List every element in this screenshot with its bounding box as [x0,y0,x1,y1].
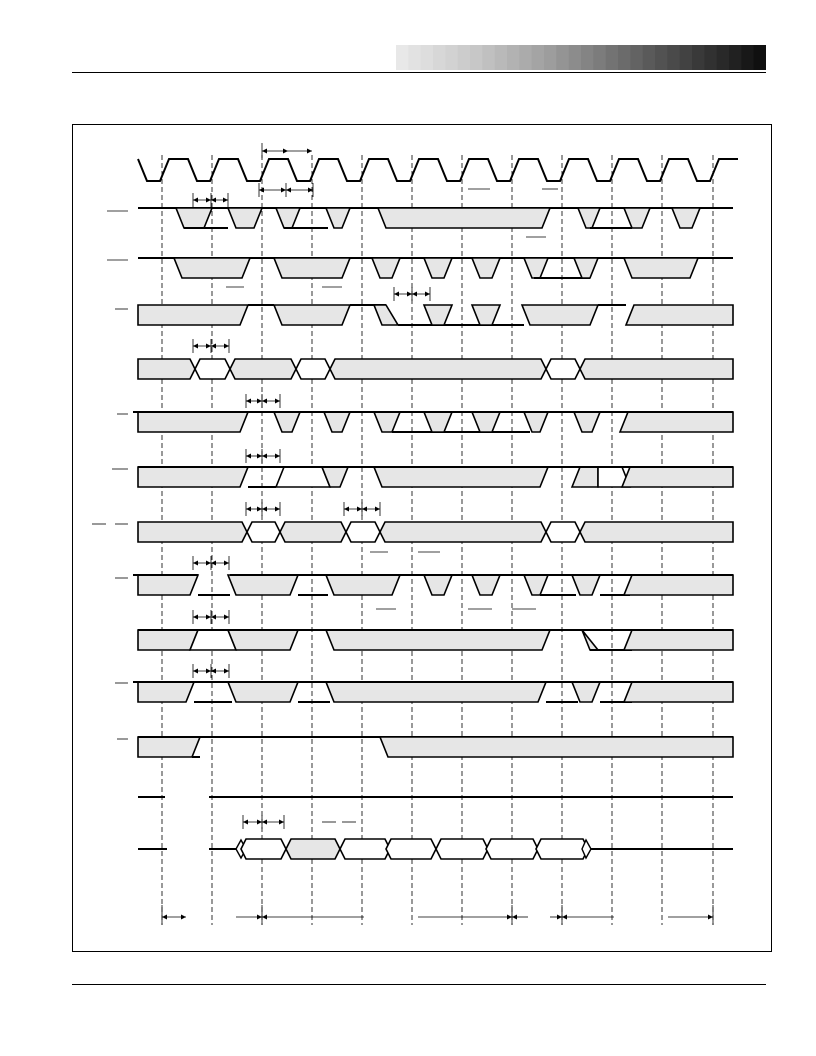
arrowhead [206,198,211,203]
shaded-transition [326,208,350,228]
shaded-state [138,467,248,487]
arrowhead [262,507,267,512]
arrowhead [223,198,228,203]
shaded-transition [374,412,400,432]
bus-segment [195,359,230,379]
bus-segment [546,522,580,542]
shaded-transition [524,575,548,595]
shaded-transition [228,575,298,595]
shaded-state [626,305,733,325]
arrowhead [206,615,211,620]
arrowhead [262,915,267,920]
bus-segment [386,839,436,859]
arrowhead [259,188,264,193]
shaded-transition [572,682,600,702]
shaded-transition [228,682,298,702]
shaded-state [138,575,198,595]
shaded-transition [574,258,598,278]
arrowhead [193,198,198,203]
arrowhead [193,561,198,566]
arrowhead [181,915,186,920]
shaded-state [138,412,248,432]
arrowhead [375,507,380,512]
arrowhead [206,344,211,349]
arrowhead [257,399,262,404]
arrowhead [262,820,267,825]
bus-segment [230,359,296,379]
arrowhead [357,507,362,512]
bus-segment [546,359,580,379]
shaded-transition [624,258,698,278]
arrowhead [246,399,251,404]
arrowhead [262,149,267,154]
shaded-transition [228,630,298,650]
shaded-transition [472,258,500,278]
arrowhead [224,561,229,566]
bus-segment [486,839,538,859]
shaded-transition [374,467,548,487]
arrowhead [193,615,198,620]
arrowhead [362,507,367,512]
shaded-transition [274,258,350,278]
bus-segment [138,522,247,542]
arrowhead [307,149,312,154]
bus-segment [536,839,588,859]
arrowhead [224,344,229,349]
shaded-transition [326,630,550,650]
shaded-transition [274,412,300,432]
bus-segment [241,839,286,859]
shaded-state [624,630,733,650]
arrowhead [275,507,280,512]
arrowhead [279,820,284,825]
shaded-transition [176,208,212,228]
shaded-state [622,467,733,487]
shaded-transition [424,412,452,432]
shaded-state [138,630,198,650]
shaded-transition [524,258,548,278]
shaded-transition [276,208,300,228]
arrowhead [162,915,167,920]
shaded-transition [472,305,500,325]
bus-segment [138,359,195,379]
shaded-transition [326,682,546,702]
shaded-transition [522,305,598,325]
shaded-transition [472,575,500,595]
footer-rule [72,984,766,985]
bus-segment [280,522,346,542]
arrowhead [193,669,198,674]
shaded-transition [672,208,700,228]
arrowhead [394,292,399,297]
arrowhead [281,188,286,193]
shaded-transition [174,258,250,278]
shaded-state [138,737,200,757]
shaded-transition [624,208,650,228]
transition [276,467,330,487]
bus-segment [296,359,330,379]
bus-segment [330,359,546,379]
arrowhead [708,915,713,920]
shaded-transition [424,258,452,278]
arrowhead [344,507,349,512]
shaded-transition [582,630,598,650]
shaded-transition [378,208,550,228]
arrowhead [206,669,211,674]
shaded-transition [372,258,400,278]
arrowhead [257,454,262,459]
arrowhead [557,915,562,920]
shaded-transition [572,467,598,487]
arrowhead [407,292,412,297]
shaded-state [380,737,733,757]
arrowhead [257,507,262,512]
shaded-transition [472,412,500,432]
clock-waveform [138,159,738,181]
arrowhead [257,820,262,825]
signal-waveforms [133,159,738,859]
arrowhead [412,292,417,297]
arrowhead [275,399,280,404]
arrowhead [257,915,262,920]
arrowhead [246,454,251,459]
bus-segment [380,522,546,542]
shaded-transition [524,412,548,432]
bus-segment [346,522,380,542]
arrowhead [206,561,211,566]
arrowhead [224,669,229,674]
shaded-transition [228,208,262,228]
shaded-transition [424,305,452,325]
arrowhead [275,454,280,459]
arrowhead [262,454,267,459]
shaded-transition [324,412,350,432]
bus-segment [340,839,390,859]
shaded-state [624,682,733,702]
arrowhead [224,615,229,620]
arrowhead [283,149,288,154]
arrowhead [286,188,291,193]
shaded-transition [326,575,400,595]
shaded-state [624,575,733,595]
arrowhead [193,344,198,349]
arrowhead [512,915,517,920]
bus-segment [580,359,733,379]
shaded-state [138,682,194,702]
shaded-transition [374,305,398,325]
arrowhead [243,820,248,825]
shaded-state [620,412,733,432]
shaded-transition [574,412,600,432]
shaded-transition [424,575,452,595]
shaded-transition [578,208,600,228]
bus-segment [580,522,733,542]
arrowhead [425,292,430,297]
shaded-state [138,305,248,325]
arrowhead [262,399,267,404]
bus-segment [286,839,340,859]
bus-segment [436,839,488,859]
bus-segment [247,522,280,542]
arrowhead [246,507,251,512]
arrowhead [562,915,567,920]
arrowhead [507,915,512,920]
shaded-transition [572,575,600,595]
shaded-transition [274,305,350,325]
